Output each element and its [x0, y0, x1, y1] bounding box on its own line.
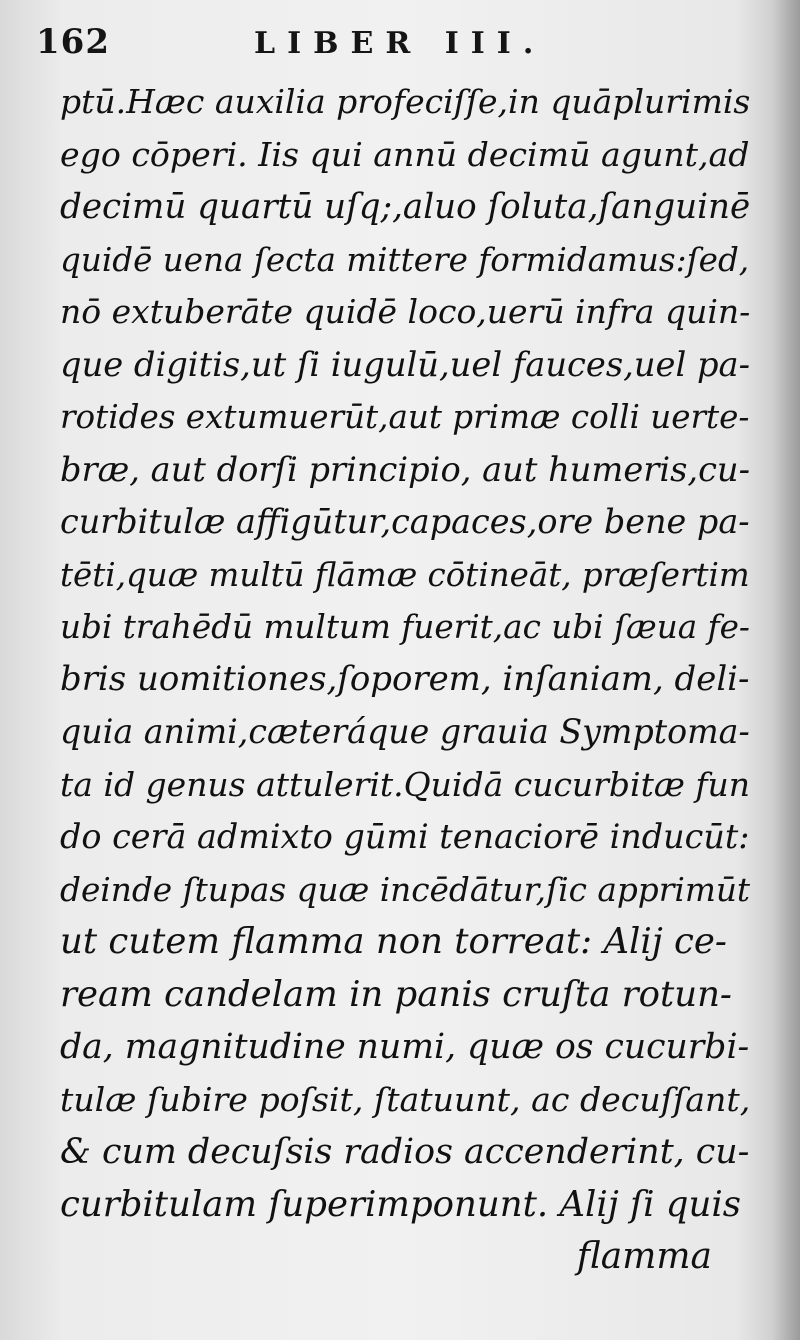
text-line: que digitis,ut ſi iugulū,uel fauces,uel pa- — [60, 344, 751, 384]
text-line: bræ, aut dorſi principio, aut humeris,cu- — [60, 449, 750, 489]
text-line: rotides extumuerūt,aut primæ colli uerte- — [60, 398, 750, 436]
text-line: deinde ſtupas quæ incēdātur,ſic apprimūt — [60, 870, 751, 909]
text-line: tēti,quæ multū flāmæ cōtineāt, præſertim — [60, 555, 750, 594]
text-line: ego cōperi. Iis qui annū decimū agunt,ad — [60, 134, 750, 174]
page-gutter-shadow — [772, 0, 800, 1340]
text-line: quidē uena ſecta mittere formidamus:ſed, — [60, 240, 750, 279]
text-line: decimū quartū uſq;,aluo ſoluta,ſanguinē — [60, 187, 751, 227]
running-head — [36, 20, 736, 68]
text-line: bris uomitiones,ſoporem, inſaniam, deli- — [60, 659, 750, 699]
text-line: tulæ ſubire poſsit, ſtatuunt, ac decuſſant, — [60, 1079, 751, 1119]
text-line: da, magnitudine numi, quæ os cucurbi- — [60, 1027, 750, 1067]
text-line: quia animi,cæteráque grauia Symptoma- — [60, 712, 750, 751]
text-line: & cum decuſsis radios accenderint, cu- — [60, 1132, 750, 1172]
text-line: curbitulæ affigūtur,capaces,ore bene pa- — [60, 502, 750, 541]
text-line: nō extuberāte quidē loco,uerū infra quin- — [60, 292, 751, 331]
text-line: ptū.Hæc auxilia profeciſſe,in quāplurimis — [60, 82, 751, 121]
text-line: ubi trahēdū multum fuerit,ac ubi ſæua fe- — [60, 608, 750, 646]
text-line: do cerā admixto gūmi tenaciorē inducūt: — [60, 817, 750, 856]
page-number: 162 — [36, 22, 110, 62]
text-line: curbitulam ſuperimponunt. Alij ſi quis — [60, 1183, 741, 1225]
catchword-line: flamma — [576, 1236, 712, 1277]
text-line: ream candelam in panis cruſta rotun- — [60, 973, 732, 1015]
running-title: LIBER III. — [254, 26, 546, 61]
text-block — [60, 76, 760, 1284]
text-line: ta id genus attulerit.Quidā cucurbitæ fun — [60, 764, 751, 804]
text-line: ut cutem flamma non torreat: Alij ce- — [60, 921, 727, 962]
